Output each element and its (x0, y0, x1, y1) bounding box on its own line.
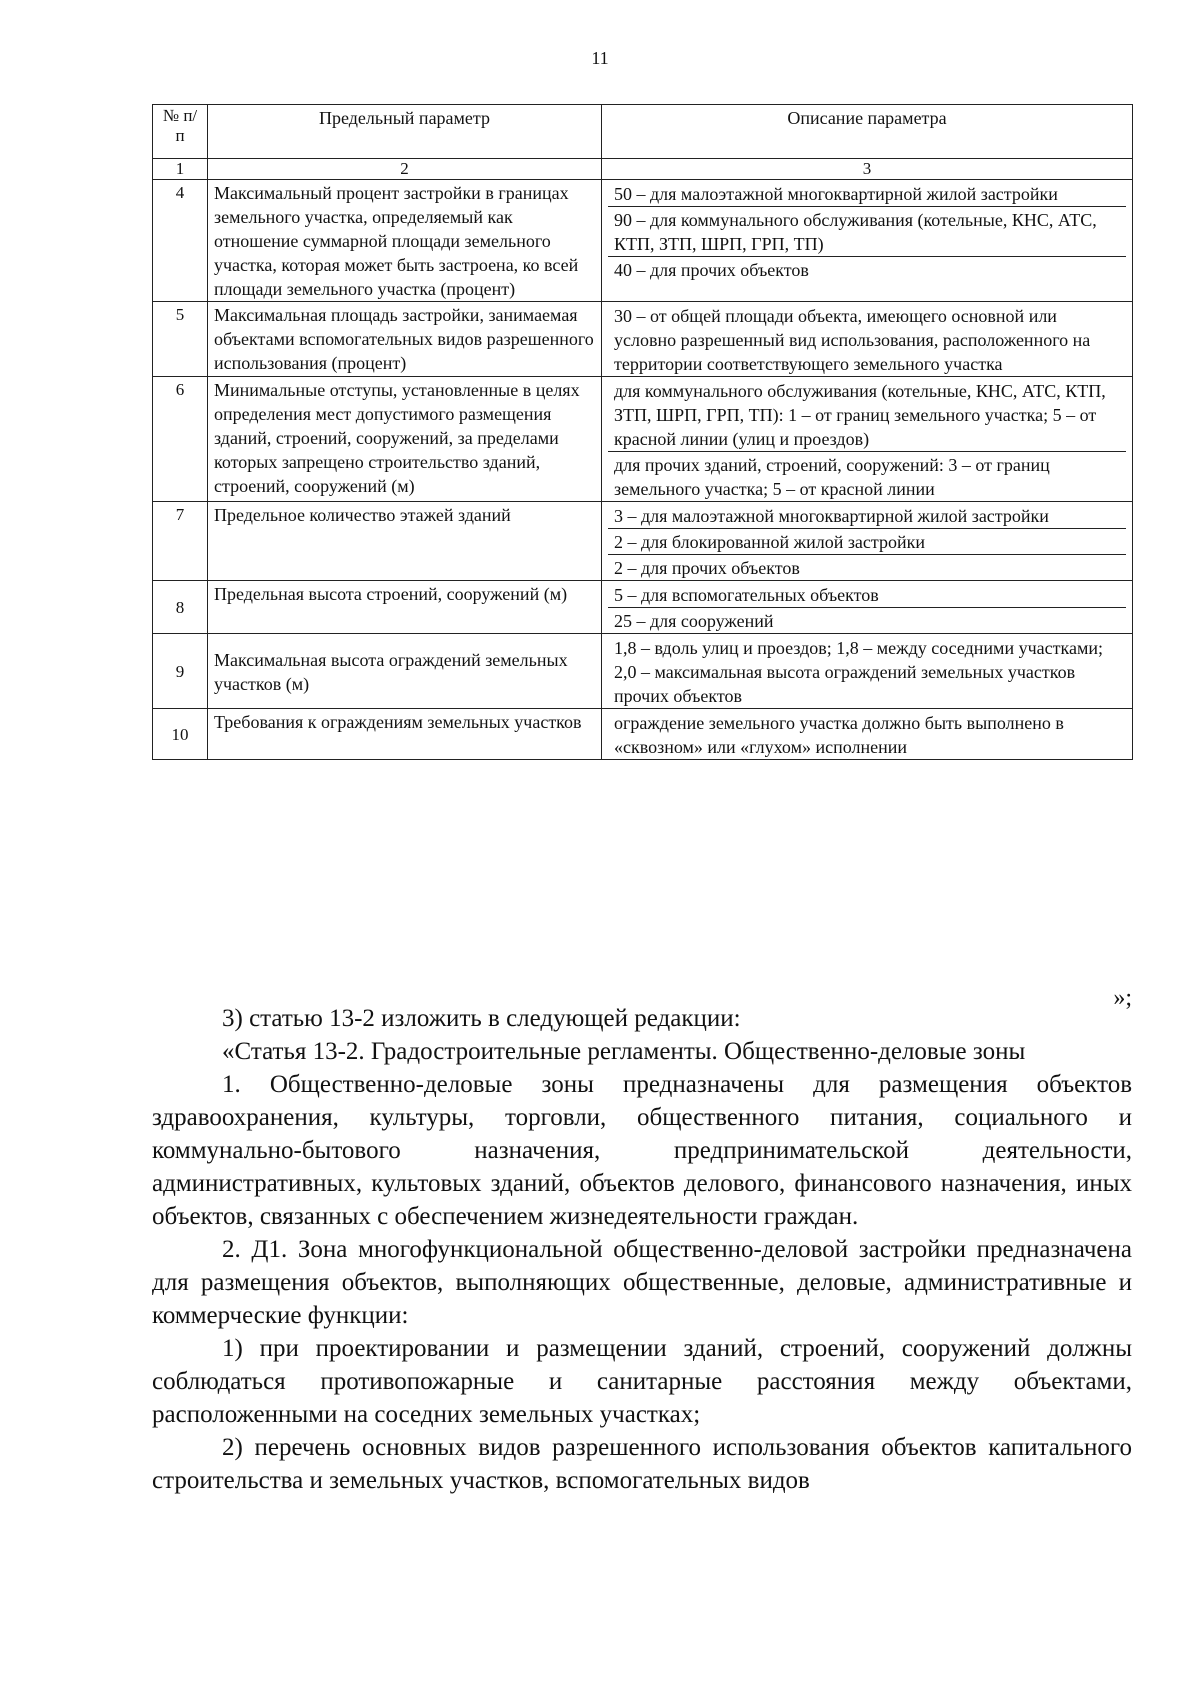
table-header-row (153, 105, 1133, 159)
col-number: 2 (208, 159, 602, 180)
desc-part: 3 – для малоэтажной многоквартирной жилой застройки (608, 503, 1126, 529)
row-desc (602, 634, 1133, 709)
row-number: 7 (153, 502, 208, 581)
closing-quote: »; (1113, 985, 1132, 1011)
table-row (153, 581, 1133, 634)
header-param: Предельный параметр (208, 105, 602, 159)
row-number: 5 (153, 302, 208, 377)
table-row (153, 502, 1133, 581)
document-body (152, 1002, 1132, 1497)
row-param: Минимальные отступы, установленные в целях определения мест допустимого размещения зданий, строений, сооружений, за пределами которых запрещено строительство зданий, строений, сооружений (м) (208, 377, 602, 502)
row-number: 8 (153, 581, 208, 634)
desc-part: 5 – для вспомогательных объектов (608, 582, 1126, 608)
row-desc (602, 709, 1133, 760)
row-desc (602, 502, 1133, 581)
row-param: Максимальная высота ограждений земельных участков (м) (208, 634, 602, 709)
parameters-table (152, 104, 1133, 760)
col-number: 1 (153, 159, 208, 180)
desc-part: 50 – для малоэтажной многоквартирной жилой застройки (608, 181, 1126, 207)
table-row (153, 634, 1133, 709)
header-desc: Описание параметра (602, 105, 1133, 159)
row-number: 4 (153, 180, 208, 302)
desc-part: 90 – для коммунального обслуживания (котельные, КНС, АТС, КТП, ЗТП, ШРП, ГРП, ТП) (608, 207, 1126, 257)
row-desc (602, 377, 1133, 502)
table-row (153, 709, 1133, 760)
row-desc (602, 180, 1133, 302)
column-number-row (153, 159, 1133, 180)
row-param: Предельное количество этажей зданий (208, 502, 602, 581)
desc-part: для прочих зданий, строений, сооружений: 3 – от границ земельного участка; 5 – от красной линии (614, 455, 1050, 499)
table-row (153, 302, 1133, 377)
row-param: Максимальный процент застройки в границах земельного участка, определяемый как отношение суммарной площади земельного участка, которая может быть застроена, ко всей площади земельного участка (процент) (208, 180, 602, 302)
desc-part: 40 – для прочих объектов (614, 260, 809, 280)
row-desc (602, 302, 1133, 377)
paragraph: 1) при проектировании и размещении зданий, строений, сооружений должны соблюдаться противопожарные и санитарные расстояния между объектами, расположенными на соседних земельных участках; (152, 1335, 1132, 1428)
desc-part: 2 – для блокированной жилой застройки (608, 529, 1126, 555)
desc-part: 1,8 – вдоль улиц и проездов; 1,8 – между соседними участками; 2,0 – максимальная высота ограждений земельных участков прочих объектов (614, 638, 1103, 706)
row-number: 9 (153, 634, 208, 709)
header-num: № п/п (153, 105, 208, 159)
page-number: 11 (591, 48, 609, 68)
desc-part: 30 – от общей площади объекта, имеющего основной или условно разрешенный вид использования, расположенного на территории соответствующего земельного участка (614, 306, 1091, 374)
row-desc (602, 581, 1133, 634)
row-param: Максимальная площадь застройки, занимаемая объектами вспомогательных видов разрешенного использования (процент) (208, 302, 602, 377)
desc-part: для коммунального обслуживания (котельные, КНС, АТС, КТП, ЗТП, ШРП, ГРП, ТП): 1 – от границ земельного участка; 5 – от красной линии (улиц и проездов) (608, 378, 1126, 452)
article-heading: «Статья 13-2. Градостроительные регламенты. Общественно-деловые зоны (222, 1038, 1026, 1065)
row-number: 10 (153, 709, 208, 760)
col-number: 3 (602, 159, 1133, 180)
desc-part: 25 – для сооружений (614, 611, 774, 631)
paragraph: 2) перечень основных видов разрешенного использования объектов капитального строительства и земельных участков, вспомогательных видов (152, 1434, 1132, 1494)
table-row (153, 377, 1133, 502)
desc-part: 2 – для прочих объектов (614, 558, 800, 578)
paragraph: 1. Общественно-деловые зоны предназначены для размещения объектов здравоохранения, культуры, торговли, общественного питания, социального и коммунально-бытового назначения, предпринимательской деятельности, административных, культовых зданий, объектов делового, финансового назначения, иных объектов, связанных с обеспечением жизнедеятельности граждан. (152, 1071, 1132, 1230)
table-row (153, 180, 1133, 302)
row-number: 6 (153, 377, 208, 502)
desc-part: ограждение земельного участка должно быть выполнено в «сквозном» или «глухом» исполнении (614, 713, 1064, 757)
row-param: Предельная высота строений, сооружений (м) (208, 581, 602, 634)
row-param: Требования к ограждениям земельных участков (208, 709, 602, 760)
paragraph: 2. Д1. Зона многофункциональной общественно-деловой застройки предназначена для размещения объектов, выполняющих общественные, деловые, административные и коммерческие функции: (152, 1236, 1132, 1329)
paragraph: 3) статью 13-2 изложить в следующей редакции: (222, 1005, 741, 1032)
